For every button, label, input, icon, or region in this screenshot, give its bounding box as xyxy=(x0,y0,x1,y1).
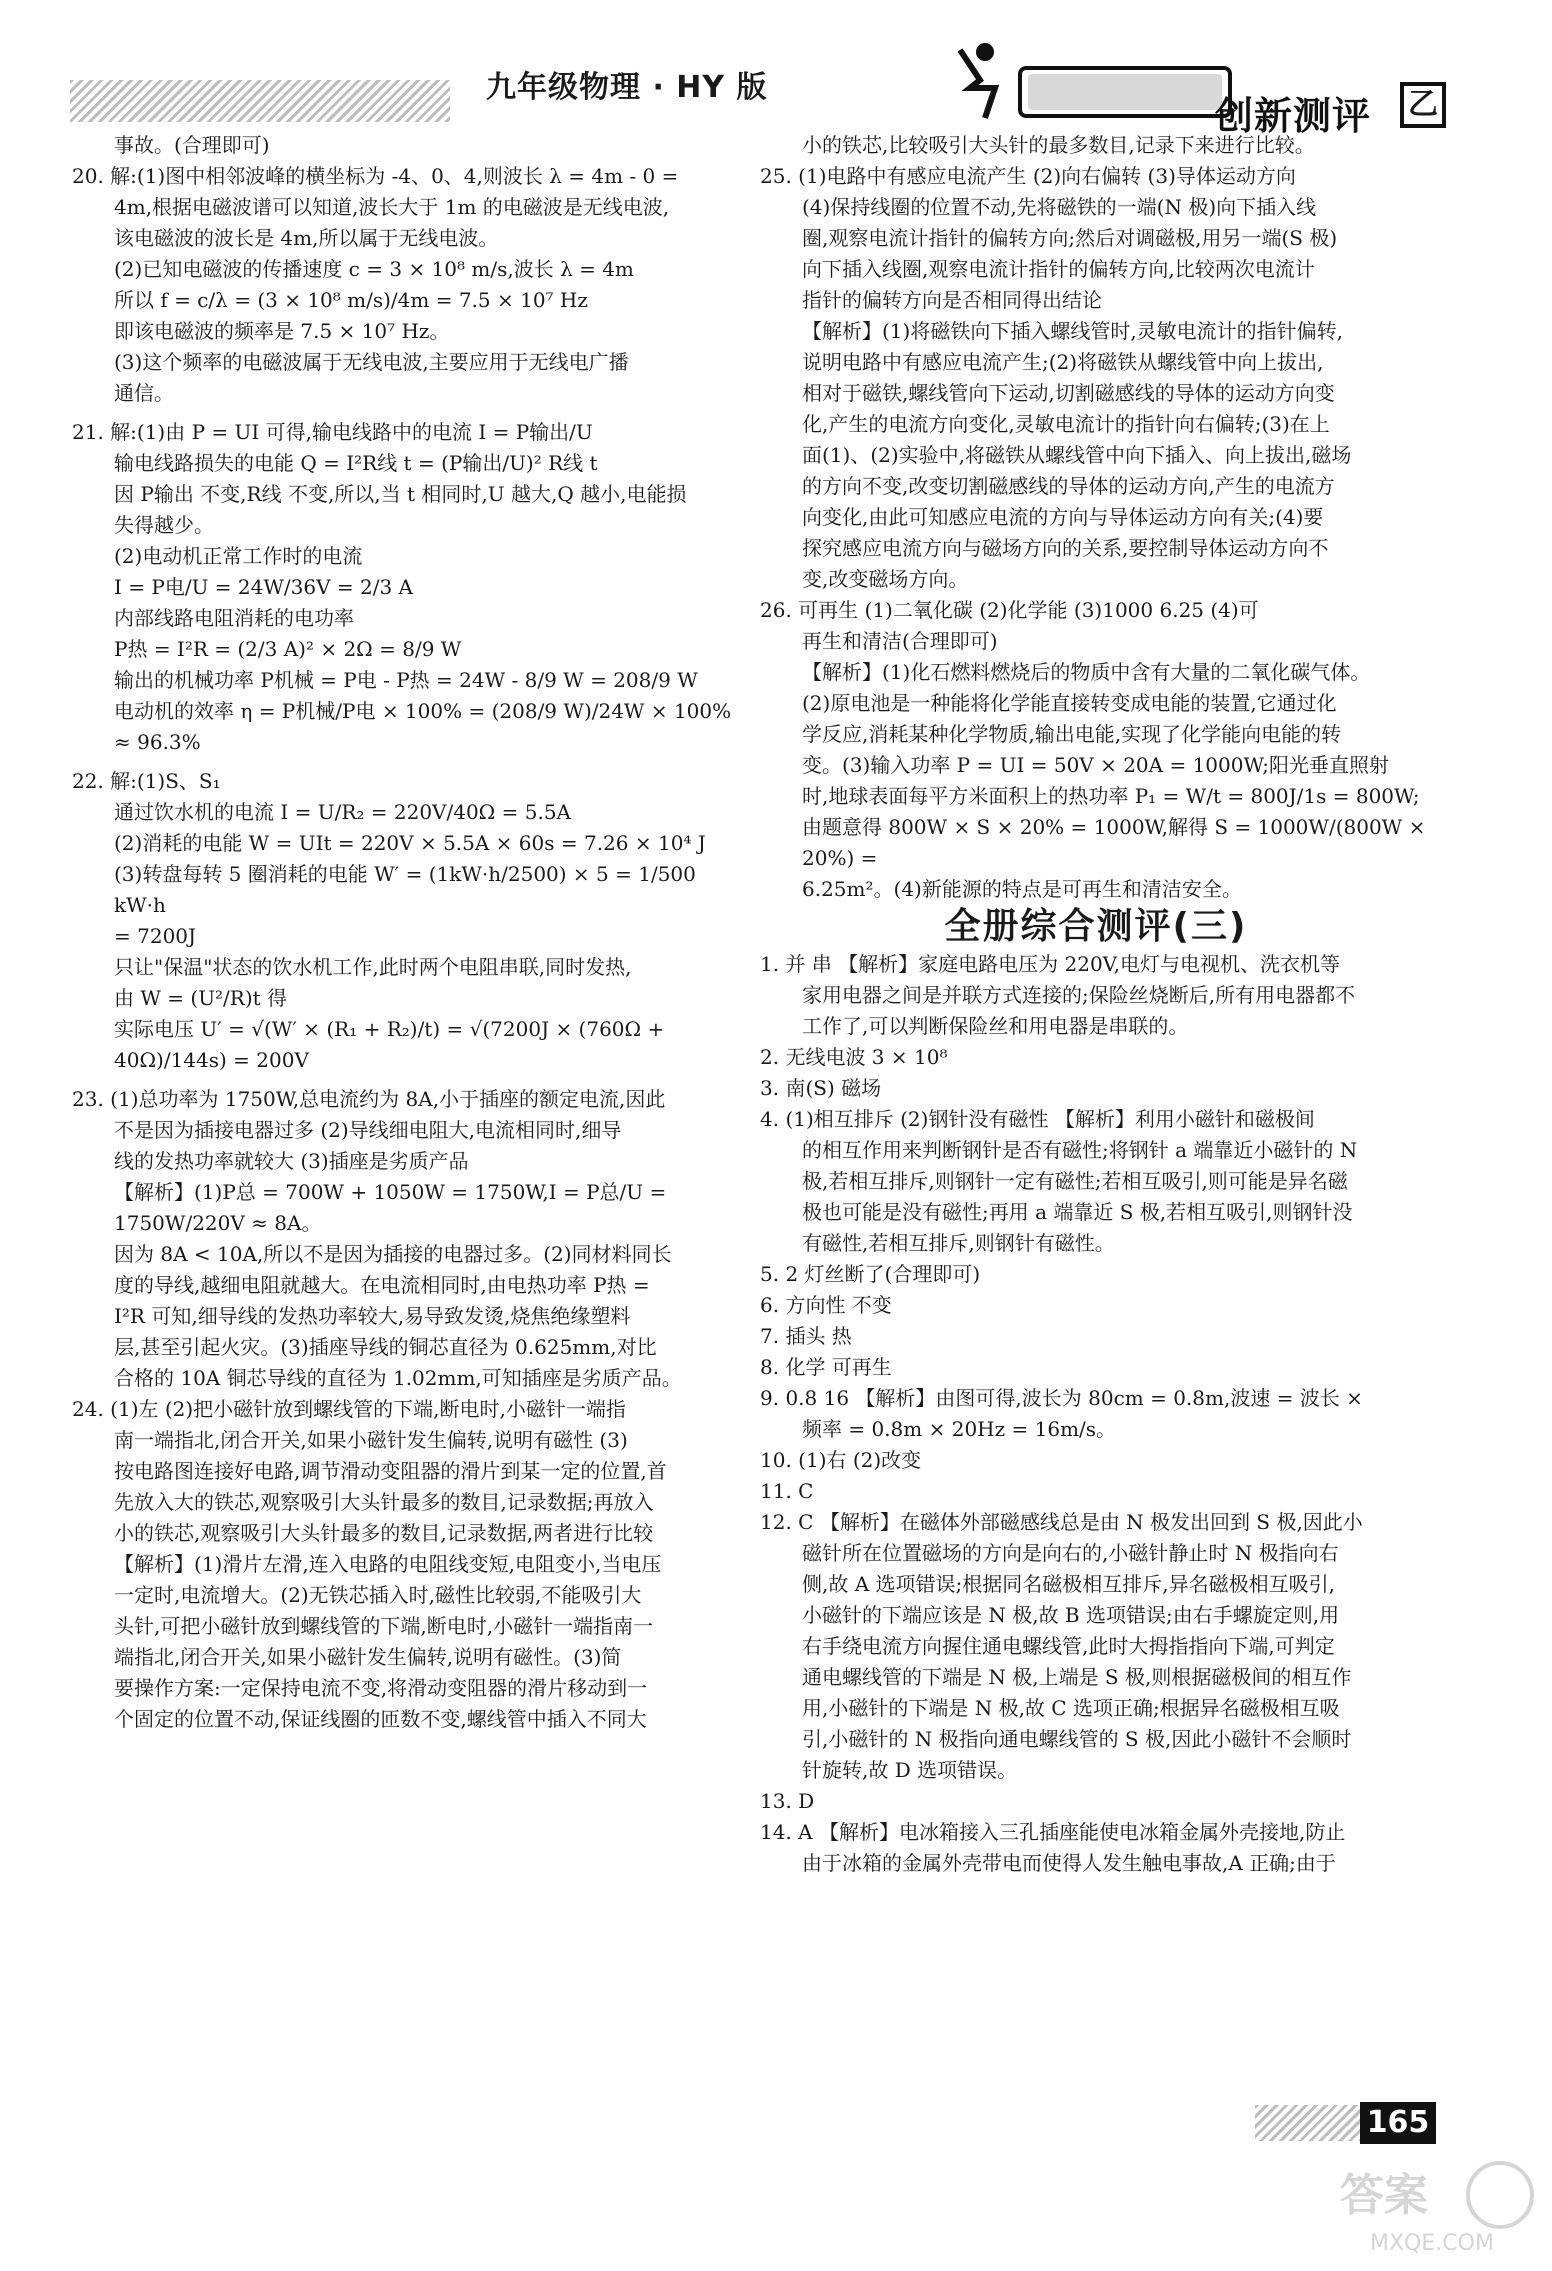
text-line: 按电路图连接好电路,调节滑动变阻器的滑片到某一定的位置,首 xyxy=(114,1459,667,1483)
text-line: 工作了,可以判断保险丝和用电器是串联的。 xyxy=(802,1014,1189,1038)
text-line: 要操作方案:一定保持电流不变,将滑动变阻器的滑片移动到一 xyxy=(114,1676,648,1700)
text-line: 不是因为插接电器过多 (2)导线细电阻大,电流相同时,细导 xyxy=(114,1118,622,1142)
text-line: (2)已知电磁波的传播速度 c = 3 × 10⁸ m/s,波长 λ = 4m xyxy=(114,257,634,281)
text-line: = 7200J xyxy=(114,924,197,948)
text-line: 即该电磁波的频率是 7.5 × 10⁷ Hz。 xyxy=(114,319,450,343)
text-line: 因为 8A < 10A,所以不是因为插接的电器过多。(2)同材料同长 xyxy=(114,1242,672,1266)
text-line: 由于冰箱的金属外壳带电而使得人发生触电事故,A 正确;由于 xyxy=(802,1851,1336,1875)
text-line: 输电线路损失的电能 Q = I²R线 t = (P输出/U)² R线 t xyxy=(114,451,598,475)
text-line: 20. 解:(1)图中相邻波峰的横坐标为 -4、0、4,则波长 λ = 4m - 0 = xyxy=(72,164,679,188)
footer-hatch-decoration xyxy=(1255,2105,1360,2141)
text-line: 化,产生的电流方向变化,灵敏电流计的指针向右偏转;(3)在上 xyxy=(802,412,1330,436)
text-line: 6. 方向性 不变 xyxy=(760,1293,892,1317)
text-line: 14. A 【解析】电冰箱接入三孔插座能使电冰箱金属外壳接地,防止 xyxy=(760,1820,1346,1844)
text-line: 度的导线,越细电阻就越大。在电流相同时,由电热功率 P热 = xyxy=(114,1273,650,1297)
text-line: 层,甚至引起火灾。(3)插座导线的铜芯直径为 0.625mm,对比 xyxy=(114,1335,657,1359)
text-line: 时,地球表面每平方米面积上的热功率 P₁ = W/t = 800J/1s = 800W; xyxy=(802,784,1420,808)
text-line: 电动机的效率 η = P机械/P电 × 100% = (208/9 W)/24W × 100% ≈ 96.3% xyxy=(114,699,732,754)
text-line: 个固定的位置不动,保证线圈的匝数不变,螺线管中插入不同大 xyxy=(114,1707,647,1731)
text-line: I = P电/U = 24W/36V = 2/3 A xyxy=(114,575,413,599)
page-header xyxy=(0,0,1552,138)
text-line: 小磁针的下端应该是 N 极,故 B 选项错误;由右手螺旋定则,用 xyxy=(802,1603,1340,1627)
spacer xyxy=(72,758,752,766)
text-line: 24. (1)左 (2)把小磁针放到螺线管的下端,断电时,小磁针一端指 xyxy=(72,1397,626,1421)
text-line: 右手绕电流方向握住通电螺线管,此时大拇指指向下端,可判定 xyxy=(802,1634,1335,1658)
text-line: 2. 无线电波 3 × 10⁸ xyxy=(760,1045,948,1069)
text-line: 家用电器之间是并联方式连接的;保险丝烧断后,所有用电器都不 xyxy=(802,983,1356,1007)
text-line: 先放入大的铁芯,观察吸引大头针最多的数目,记录数据;再放入 xyxy=(114,1490,654,1514)
text-line: 25. (1)电路中有感应电流产生 (2)向右偏转 (3)导体运动方向 xyxy=(760,164,1296,188)
text-line: 由题意得 800W × S × 20% = 1000W,解得 S = 1000W/(800W × 20%) = xyxy=(802,815,1426,870)
text-line: 11. C xyxy=(760,1479,814,1503)
text-line: 【解析】(1)化石燃料燃烧后的物质中含有大量的二氧化碳气体。 xyxy=(802,660,1371,684)
right-column xyxy=(760,130,1432,1879)
text-line: 探究感应电流方向与磁场方向的关系,要控制导体运动方向不 xyxy=(802,536,1329,560)
text-line: (4)保持线圈的位置不动,先将磁铁的一端(N 极)向下插入线 xyxy=(802,195,1317,219)
text-line: 内部线路电阻消耗的电功率 xyxy=(114,606,354,630)
left-column xyxy=(72,130,752,1735)
text-line: 13. D xyxy=(760,1789,815,1813)
text-line: 侧,故 A 选项错误;根据同名磁极相互排斥,异名磁极相互吸引, xyxy=(802,1572,1335,1596)
text-line: 用,小磁针的下端是 N 极,故 C 选项正确;根据异名磁极相互吸 xyxy=(802,1696,1340,1720)
text-line: 所以 f = c/λ = (3 × 10⁸ m/s)/4m = 7.5 × 10⁷ Hz xyxy=(114,288,588,312)
text-line: 【解析】(1)P总 = 700W + 1050W = 1750W,I = P总/U = 1750W/220V ≈ 8A。 xyxy=(114,1180,667,1235)
text-line: 头针,可把小磁针放到螺线管的下端,断电时,小磁针一端指南一 xyxy=(114,1614,654,1638)
text-line: 【解析】(1)将磁铁向下插入螺线管时,灵敏电流计的指针偏转, xyxy=(802,319,1344,343)
text-line: 变,改变磁场方向。 xyxy=(802,567,969,591)
text-line: 1. 并 串 【解析】家庭电路电压为 220V,电灯与电视机、洗衣机等 xyxy=(760,952,1340,976)
text-line: 3. 南(S) 磁场 xyxy=(760,1076,882,1100)
text-line: (3)这个频率的电磁波属于无线电波,主要应用于无线电广播 xyxy=(114,350,629,374)
text-line: 再生和清洁(合理即可) xyxy=(802,629,998,653)
spacer xyxy=(72,1076,752,1084)
text-line: 小的铁芯,观察吸引大头针最多的数目,记录数据,两者进行比较 xyxy=(114,1521,654,1545)
text-line: 极,若相互排斥,则钢针一定有磁性;若相互吸引,则可能是异名磁 xyxy=(802,1169,1348,1193)
text-line: 只让"保温"状态的饮水机工作,此时两个电阻串联,同时发热, xyxy=(114,955,632,979)
text-line: 线的发热功率就较大 (3)插座是劣质产品 xyxy=(114,1149,469,1173)
text-line: (2)消耗的电能 W = UIt = 220V × 5.5A × 60s = 7.26 × 10⁴ J xyxy=(114,831,706,855)
section-heading: 全册综合测评(三) xyxy=(944,906,1248,947)
text-line: 22. 解:(1)S、S₁ xyxy=(72,769,221,793)
text-line: 23. (1)总功率为 1750W,总电流约为 8A,小于插座的额定电流,因此 xyxy=(72,1087,666,1111)
text-line: P热 = I²R = (2/3 A)² × 2Ω = 8/9 W xyxy=(114,637,462,661)
text-line: 说明电路中有感应电流产生;(2)将磁铁从螺线管中向上拔出, xyxy=(802,350,1324,374)
text-line: 有磁性,若相互排斥,则钢针有磁性。 xyxy=(802,1231,1115,1255)
text-line: 10. (1)右 (2)改变 xyxy=(760,1448,922,1472)
spacer xyxy=(72,409,752,417)
text-line: 一定时,电流增大。(2)无铁芯插入时,磁性比较弱,不能吸引大 xyxy=(114,1583,642,1607)
text-line: 该电磁波的波长是 4m,所以属于无线电波。 xyxy=(114,226,499,250)
text-line: 通电螺线管的下端是 N 极,上端是 S 极,则根据磁极间的相互作 xyxy=(802,1665,1352,1689)
text-line: 5. 2 灯丝断了(合理即可) xyxy=(760,1262,981,1286)
text-line: 引,小磁针的 N 极指向通电螺线管的 S 极,因此小磁针不会顺时 xyxy=(802,1727,1352,1751)
text-line: 向变化,由此可知感应电流的方向与导体运动方向有关;(4)要 xyxy=(802,505,1324,529)
text-line: 输出的机械功率 P机械 = P电 - P热 = 24W - 8/9 W = 208/9 W xyxy=(114,668,698,692)
text-line: 学反应,消耗某种化学物质,输出电能,实现了化学能向电能的转 xyxy=(802,722,1342,746)
text-line: 事故。(合理即可) xyxy=(114,133,270,157)
text-line: 端指北,闭合开关,如果小磁针发生偏转,说明有磁性。(3)简 xyxy=(114,1645,622,1669)
series-name: 创新测评 xyxy=(1215,94,1372,138)
text-line: 频率 = 0.8m × 20Hz = 16m/s。 xyxy=(802,1417,1117,1441)
text-line: 向下插入线圈,观察电流计指针的偏转方向,比较两次电流计 xyxy=(802,257,1315,281)
watermark-logo-icon xyxy=(1330,2150,1540,2260)
text-line: I²R 可知,细导线的发热功率较大,易导致发烫,烧焦绝缘塑料 xyxy=(114,1304,631,1328)
series-logo-icon xyxy=(940,30,1240,130)
text-line: 8. 化学 可再生 xyxy=(760,1355,892,1379)
text-line: 【解析】(1)滑片左滑,连入电路的电阻线变短,电阻变小,当电压 xyxy=(114,1552,662,1576)
text-line: 7. 插头 热 xyxy=(760,1324,852,1348)
text-line: 由 W = (U²/R)t 得 xyxy=(114,986,288,1010)
svg-text:MXQE.COM: MXQE.COM xyxy=(1370,2231,1494,2256)
text-line: 南一端指北,闭合开关,如果小磁针发生偏转,说明有磁性 (3) xyxy=(114,1428,628,1452)
text-line: 实际电压 U′ = √(W′ × (R₁ + R₂)/t) = √(7200J × (760Ω + 40Ω)/144s) = 200V xyxy=(114,1017,665,1072)
text-line: 相对于磁铁,螺线管向下运动,切割磁感线的导体的运动方向变 xyxy=(802,381,1335,405)
text-line: 失得越少。 xyxy=(114,513,214,537)
text-line: 小的铁芯,比较吸引大头针的最多数目,记录下来进行比较。 xyxy=(802,133,1315,157)
text-line: 21. 解:(1)由 P = UI 可得,输电线路中的电流 I = P输出/U xyxy=(72,420,593,444)
text-line: 9. 0.8 16 【解析】由图可得,波长为 80cm = 0.8m,波速 = 波长 × xyxy=(760,1386,1363,1410)
book-title: 九年级物理 · HY 版 xyxy=(486,70,768,105)
text-line: 圈,观察电流计指针的偏转方向;然后对调磁极,用另一端(S 极) xyxy=(802,226,1338,250)
edition-mark: 乙 xyxy=(1400,82,1446,128)
text-line: 面(1)、(2)实验中,将磁铁从螺线管中向下插入、向上拔出,磁场 xyxy=(802,443,1352,467)
text-line: (3)转盘每转 5 圈消耗的电能 W′ = (1kW·h/2500) × 5 = 1/500 kW·h xyxy=(114,862,696,917)
text-line: 的方向不变,改变切割磁感线的导体的运动方向,产生的电流方 xyxy=(802,474,1335,498)
text-line: 4. (1)相互排斥 (2)钢针没有磁性 【解析】利用小磁针和磁极间 xyxy=(760,1107,1315,1131)
svg-text:答案: 答案 xyxy=(1340,2170,1428,2221)
text-line: (2)电动机正常工作时的电流 xyxy=(114,544,363,568)
text-line: 通过饮水机的电流 I = U/R₂ = 220V/40Ω = 5.5A xyxy=(114,800,571,824)
text-line: 的相互作用来判断钢针是否有磁性;将钢针 a 端靠近小磁针的 N xyxy=(802,1138,1358,1162)
text-line: 4m,根据电磁波谱可以知道,波长大于 1m 的电磁波是无线电波, xyxy=(114,195,670,219)
text-line: 变。(3)输入功率 P = UI = 50V × 20A = 1000W;阳光垂直照射 xyxy=(802,753,1390,777)
text-line: 通信。 xyxy=(114,381,174,405)
text-line: 针旋转,故 D 选项错误。 xyxy=(802,1758,1018,1782)
text-line: 磁针所在位置磁场的方向是向右的,小磁针静止时 N 极指向右 xyxy=(802,1541,1339,1565)
header-hatch-decoration xyxy=(70,80,450,122)
text-line: (2)原电池是一种能将化学能直接转变成电能的装置,它通过化 xyxy=(802,691,1337,715)
text-line: 因 P输出 不变,R线 不变,所以,当 t 相同时,U 越大,Q 越小,电能损 xyxy=(114,482,687,506)
text-line: 6.25m²。(4)新能源的特点是可再生和清洁安全。 xyxy=(802,877,1242,901)
text-line: 指针的偏转方向是否相同得出结论 xyxy=(802,288,1102,312)
text-line: 合格的 10A 铜芯导线的直径为 1.02mm,可知插座是劣质产品。 xyxy=(114,1366,682,1390)
page-number: 165 xyxy=(1360,2102,1436,2144)
text-line: 极也可能是没有磁性;再用 a 端靠近 S 极,若相互吸引,则钢针没 xyxy=(802,1200,1353,1224)
text-line: 12. C 【解析】在磁体外部磁感线总是由 N 极发出回到 S 极,因此小 xyxy=(760,1510,1363,1534)
text-line: 26. 可再生 (1)二氧化碳 (2)化学能 (3)1000 6.25 (4)可 xyxy=(760,598,1259,622)
